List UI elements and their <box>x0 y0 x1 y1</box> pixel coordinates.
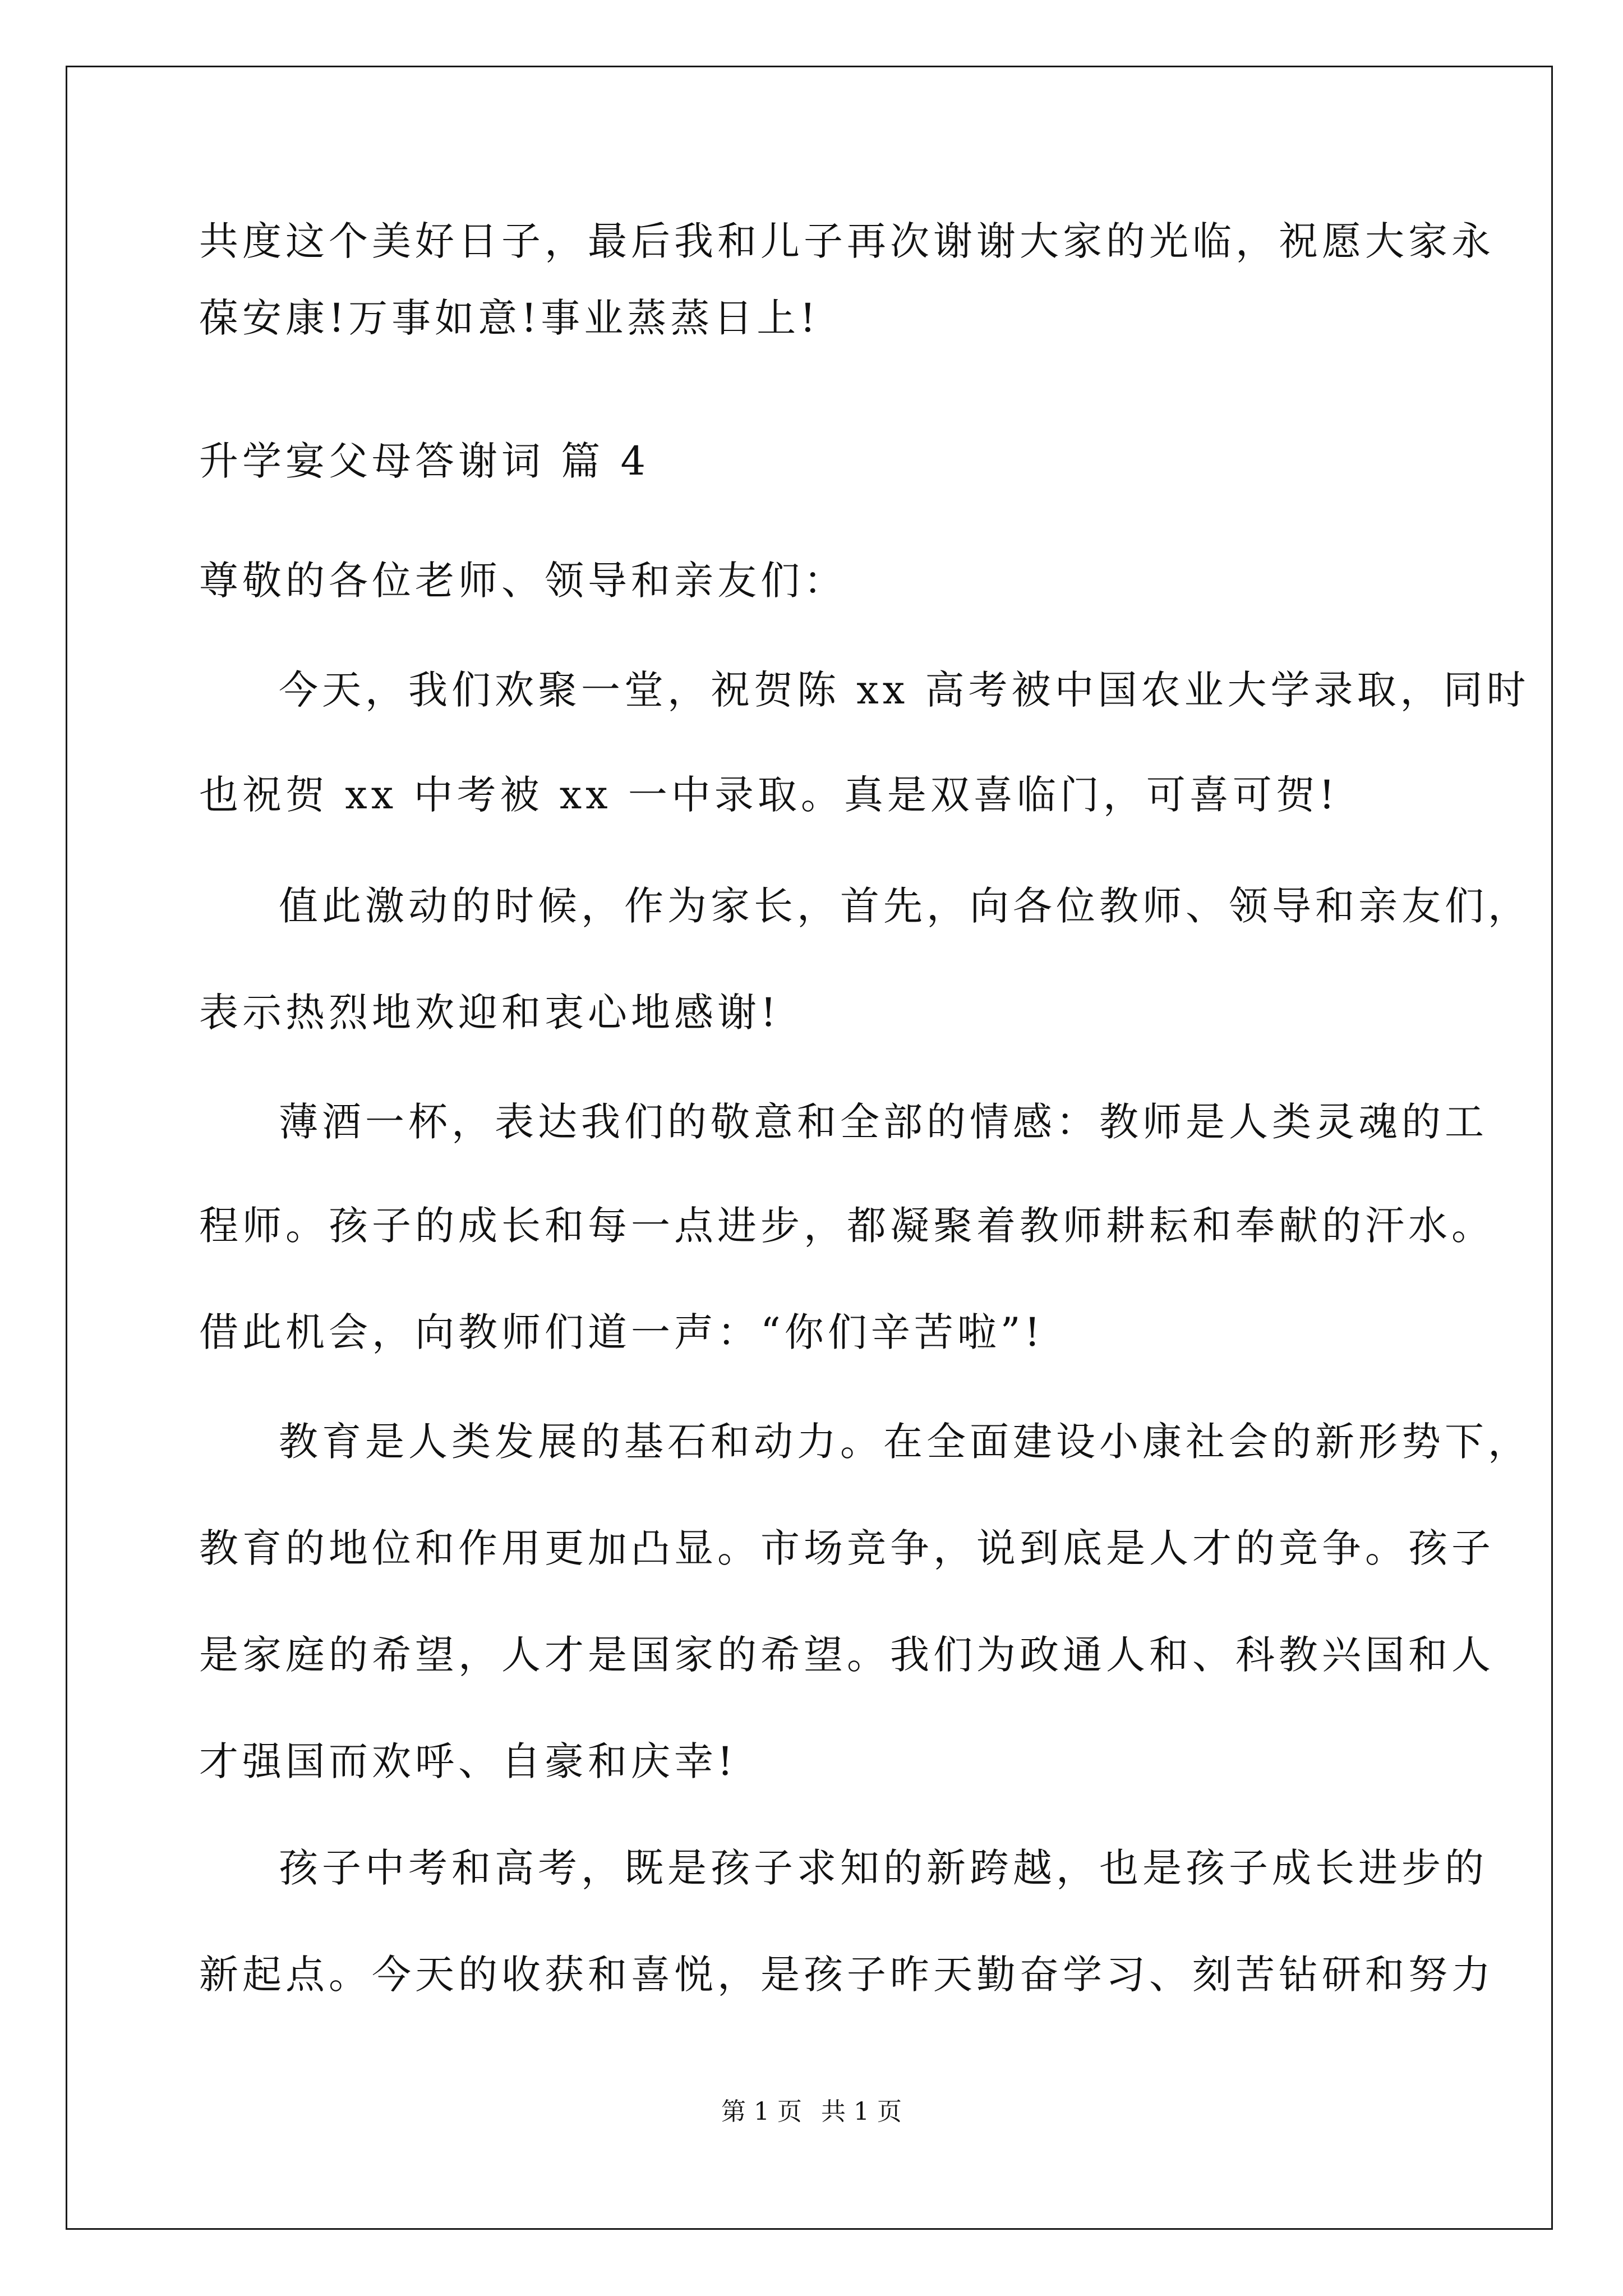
paragraph-line: 也祝贺 xx 中考被 xx 一中录取。真是双喜临门，可喜可贺! <box>199 772 1339 818</box>
paragraph-line: 是家庭的希望，人才是国家的希望。我们为政通人和、科教兴国和人 <box>199 1632 1495 1678</box>
paragraph-line: 薄酒一杯，表达我们的敬意和全部的情感：教师是人类灵魂的工 <box>279 1099 1488 1145</box>
paragraph-line: 新起点。今天的收获和喜悦，是孩子昨天勤奋学习、刻苦钻研和努力 <box>199 1952 1495 1998</box>
paragraph-line: 教育的地位和作用更加凸显。市场竞争，说到底是人才的竞争。孩子 <box>199 1525 1495 1571</box>
page-footer <box>0 2098 1623 2126</box>
paragraph-line: 孩子中考和高考，既是孩子求知的新跨越，也是孩子成长进步的 <box>279 1845 1488 1891</box>
paragraph-line: 才强国而欢呼、自豪和庆幸! <box>199 1738 737 1784</box>
page-number-current: 第 1 页 <box>721 2097 802 2126</box>
page-number-total: 共 1 页 <box>821 2097 902 2126</box>
paragraph-line: 值此激动的时候，作为家长，首先，向各位教师、领导和亲友们， <box>279 883 1531 929</box>
paragraph-line: 程师。孩子的成长和每一点进步，都凝聚着教师耕耘和奉献的汗水。 <box>199 1203 1495 1249</box>
paragraph-line: 共度这个美好日子，最后我和儿子再次谢谢大家的光临，祝愿大家永 <box>199 218 1495 264</box>
paragraph-line: 表示热烈地欢迎和衷心地感谢! <box>199 990 781 1036</box>
paragraph-line: 葆安康!万事如意!事业蒸蒸日上! <box>199 295 820 341</box>
section-heading: 升学宴父母答谢词 篇 4 <box>199 438 650 484</box>
paragraph-line: 今天，我们欢聚一堂，祝贺陈 xx 高考被中国农业大学录取，同时 <box>279 667 1530 713</box>
page-border <box>66 66 1553 2230</box>
salutation: 尊敬的各位老师、领导和亲友们： <box>199 558 847 604</box>
paragraph-line: 教育是人类发展的基石和动力。在全面建设小康社会的新形势下， <box>279 1419 1531 1465</box>
paragraph-line: 借此机会，向教师们道一声：“你们辛苦啦”! <box>199 1309 1044 1355</box>
